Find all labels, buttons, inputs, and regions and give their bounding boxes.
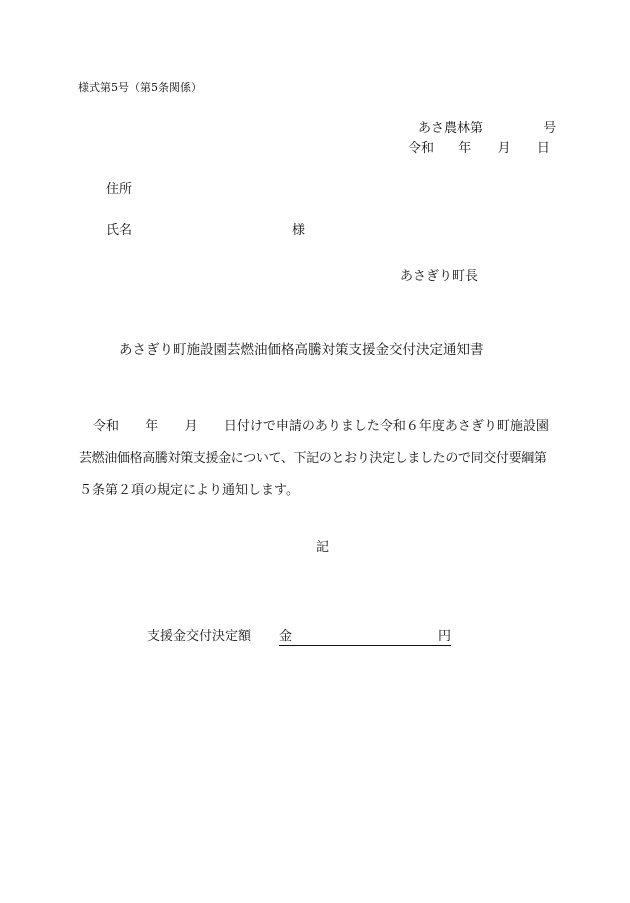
amount-prefix: 金 (279, 629, 293, 644)
doc-number-line (418, 122, 556, 135)
issue-date-line (408, 142, 550, 155)
body-date-year-unit: 年 (145, 419, 159, 434)
issue-date-day-unit: 日 (536, 141, 550, 156)
body-date-month-unit: 月 (184, 419, 198, 434)
body-line-3: ５条第２項の規定により通知します。 (79, 483, 299, 498)
recipient-address-label: 住所 (106, 182, 133, 197)
doc-number-suffix: 号 (543, 121, 557, 136)
recipient-honorific: 様 (292, 223, 306, 238)
ki-heading: 記 (316, 540, 330, 555)
body-line-1-rest: 日付けで申請のありました令和６年度あさぎり町施設園 (223, 419, 549, 434)
body-line-1 (93, 420, 549, 433)
body-line-2: 芸燃油価格高騰対策支援金について、下記のとおり決定しましたので同交付要綱第 (79, 451, 547, 466)
issue-date-era: 令和 (408, 141, 435, 156)
body-date-era: 令和 (93, 419, 120, 434)
issue-date-month-unit: 月 (497, 141, 511, 156)
doc-number-prefix: あさ農林第 (418, 121, 484, 136)
issuer-name: あさぎり町長 (400, 269, 479, 284)
form-label: 様式第5号（第5条関係） (78, 81, 202, 94)
amount-unit: 円 (437, 629, 451, 644)
document-title: あさぎり町施設園芸燃油価格高騰対策支援金交付決定通知書 (119, 342, 484, 358)
issue-date-year-unit: 年 (458, 141, 472, 156)
recipient-name-label: 氏名 (106, 223, 133, 238)
amount-label: 支援金交付決定額 (147, 629, 252, 644)
amount-field (279, 630, 451, 646)
